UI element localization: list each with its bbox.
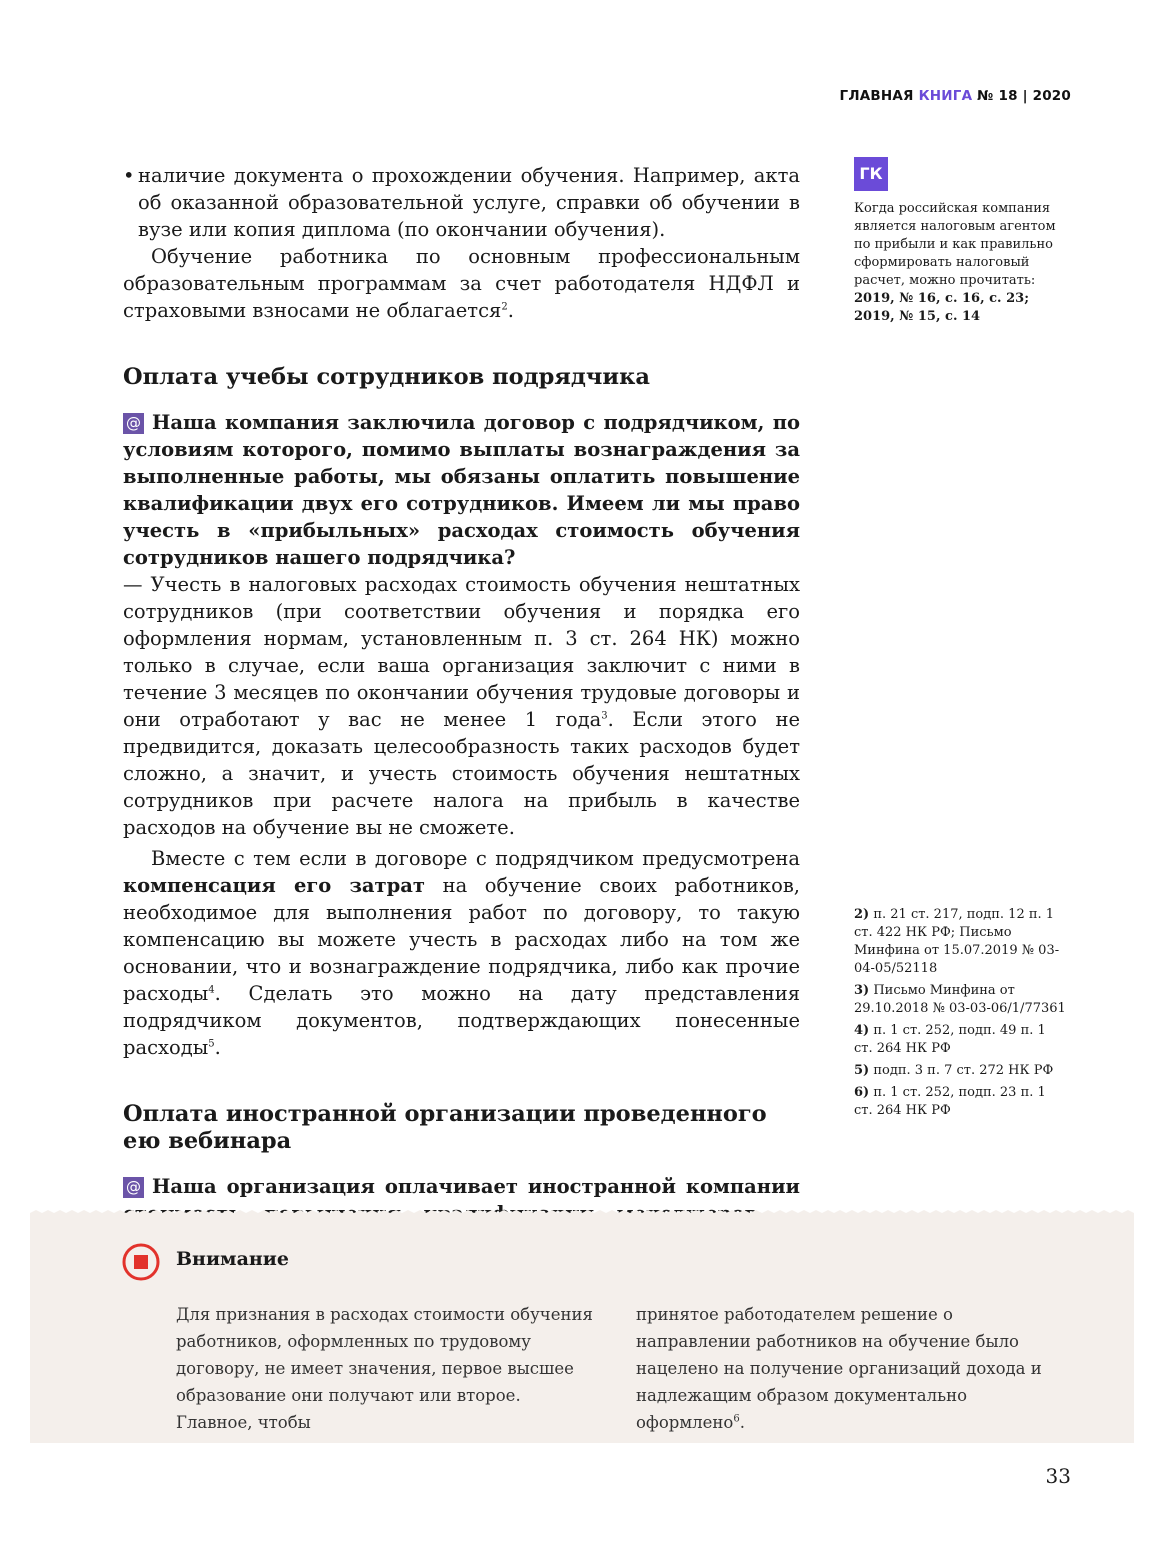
attention-col-1: Для признания в расходах стоимости обучения работников, оформленных по трудовому договору, не имеет значения, первое высшее образование они получают или второе. Главное, чтобы [176,1305,593,1432]
footnote-number: 2) [854,907,870,922]
footnote-ref[interactable]: 6 [733,1413,740,1425]
footnote-ref[interactable]: 3 [601,710,608,722]
footnote-item [854,906,1066,978]
footnote-number: 4) [854,1023,870,1038]
page-header [840,88,1071,104]
paragraph-2-text: Вместе с тем если в договоре с подрядчиком предусмотрена [151,847,800,870]
question-1-text: Наша компания заключила договор с подрядчиком, по условиям которого, помимо выплаты вознаграждения за выполненные работы, мы обязаны оплатить повышение квалификации двух его сотрудников. Имеем ли мы право учесть в «прибыльных» расходах стоимость обучения сотрудников нашего подрядчика? [123,411,800,569]
answer-1-text: — Учесть в налоговых расходах стоимость обучения нештатных сотрудников (при соответствии обучения и порядка его оформления нормам, установленным п. 3 ст. 264 НК) можно только в случае, если ваша организация заключит с ними в течение 3 месяцев по окончании обучения трудовые договоры и они отработают у вас не менее 1 года [123,573,800,731]
footnote-text: подп. 3 п. 7 ст. 272 НК РФ [873,1063,1054,1078]
footnotes [854,906,1066,1124]
sidebar-note-text: Когда российская компания является налоговым агентом по прибыли и как правильно сформировать налоговый расчет, можно прочитать: [854,201,1056,288]
footnote-item [854,1022,1066,1058]
paragraph-2-text-cont: на обучение своих работников, необходимое для выполнения работ по договору, то такую компенсацию вы можете учесть в расходах либо на том же основании, что и вознаграждение подрядчика, либо как прочие расходы [123,874,800,1005]
bullet-text: наличие документа о прохождении обучения. Например, акта об оказанной образовательной услуге, справки об обучении в вузе или копия диплома (по окончании обучения). [138,164,800,241]
question-1 [123,409,800,571]
answer-1-text-cont: . Если этого не предвидится, доказать целесообразность таких расходов будет сложно, а значит, и учесть стоимость обучения нештатных сотрудников при расчете налога на прибыль в качестве расходов на обучение вы не сможете. [123,708,800,839]
paragraph-2-text-cont2: . Сделать это можно на дату представления подрядчиком документов, подтверждающих понесенные расходы [123,982,800,1059]
brand-part2: КНИГА [918,88,973,104]
footnote-ref[interactable]: 2 [501,301,508,313]
footnote-number: 3) [854,983,870,998]
footnote-number: 5) [854,1063,870,1078]
attention-col-2-end: . [739,1413,745,1432]
paragraph-2-bold: компенсация его затрат [123,874,425,897]
paragraph-2-end: . [214,1036,221,1059]
question-at-icon: @ [123,1177,144,1198]
paragraph-2 [123,845,800,1061]
page-number: 33 [1045,1464,1071,1488]
question-at-icon: @ [123,413,144,434]
footnote-text: Письмо Минфина от 29.10.2018 № 03-03-06/1/77361 [854,983,1066,1016]
main-column [123,162,800,1254]
section-heading-1: Оплата учебы сотрудников подрядчика [123,364,650,390]
gk-logo-icon: ГК [854,157,888,191]
attention-box [30,1216,1134,1443]
footnote-number: 6) [854,1085,870,1100]
sidebar-note-ref-1[interactable]: 2019, № 16, с. 16, с. 23; [854,291,1029,306]
question-2-text: Наша организация оплачивает иностранной компании [152,1175,800,1198]
footnote-ref[interactable]: 4 [208,984,215,996]
footnote-item [854,1062,1066,1080]
sidebar-note-ref-2[interactable]: 2019, № 15, с. 14 [854,309,981,324]
paragraph-1 [123,243,800,324]
footnote-text: п. 1 ст. 252, подп. 23 п. 1 ст. 264 НК РФ [854,1085,1046,1118]
section-heading-2: Оплата иностранной организации проведенного ею вебинара [123,1101,767,1154]
attention-col-2 [636,1301,1066,1436]
issue-number: № 18 | 2020 [977,88,1071,104]
attention-col-2-text: принятое работодателем решение о направлении работников на обучение было нацелено на получение организаций дохода и надлежащим образом документально оформлено [636,1305,1042,1432]
footnote-item [854,1084,1066,1120]
footnote-ref[interactable]: 5 [208,1038,215,1050]
footnote-text: п. 1 ст. 252, подп. 49 п. 1 ст. 264 НК РФ [854,1023,1046,1056]
zigzag-edge [30,1210,1134,1217]
brand-part1: ГЛАВНАЯ [839,88,914,104]
footnote-text: п. 21 ст. 217, подп. 12 п. 1 ст. 422 НК РФ; Письмо Минфина от 15.07.2019 № 03-04-05/52118 [854,907,1060,976]
attention-title: Внимание [176,1248,289,1270]
attention-stop-icon [122,1243,160,1281]
answer-1 [123,571,800,841]
paragraph-1-end: . [507,299,514,322]
bullet-dot: • [123,164,135,187]
sidebar-note [854,157,1066,326]
footnote-item [854,982,1066,1018]
paragraph-1-text: Обучение работника по основным профессиональным образовательным программам за счет работодателя НДФЛ и страховыми взносами не облагается [123,245,800,322]
bullet-item [123,162,800,243]
